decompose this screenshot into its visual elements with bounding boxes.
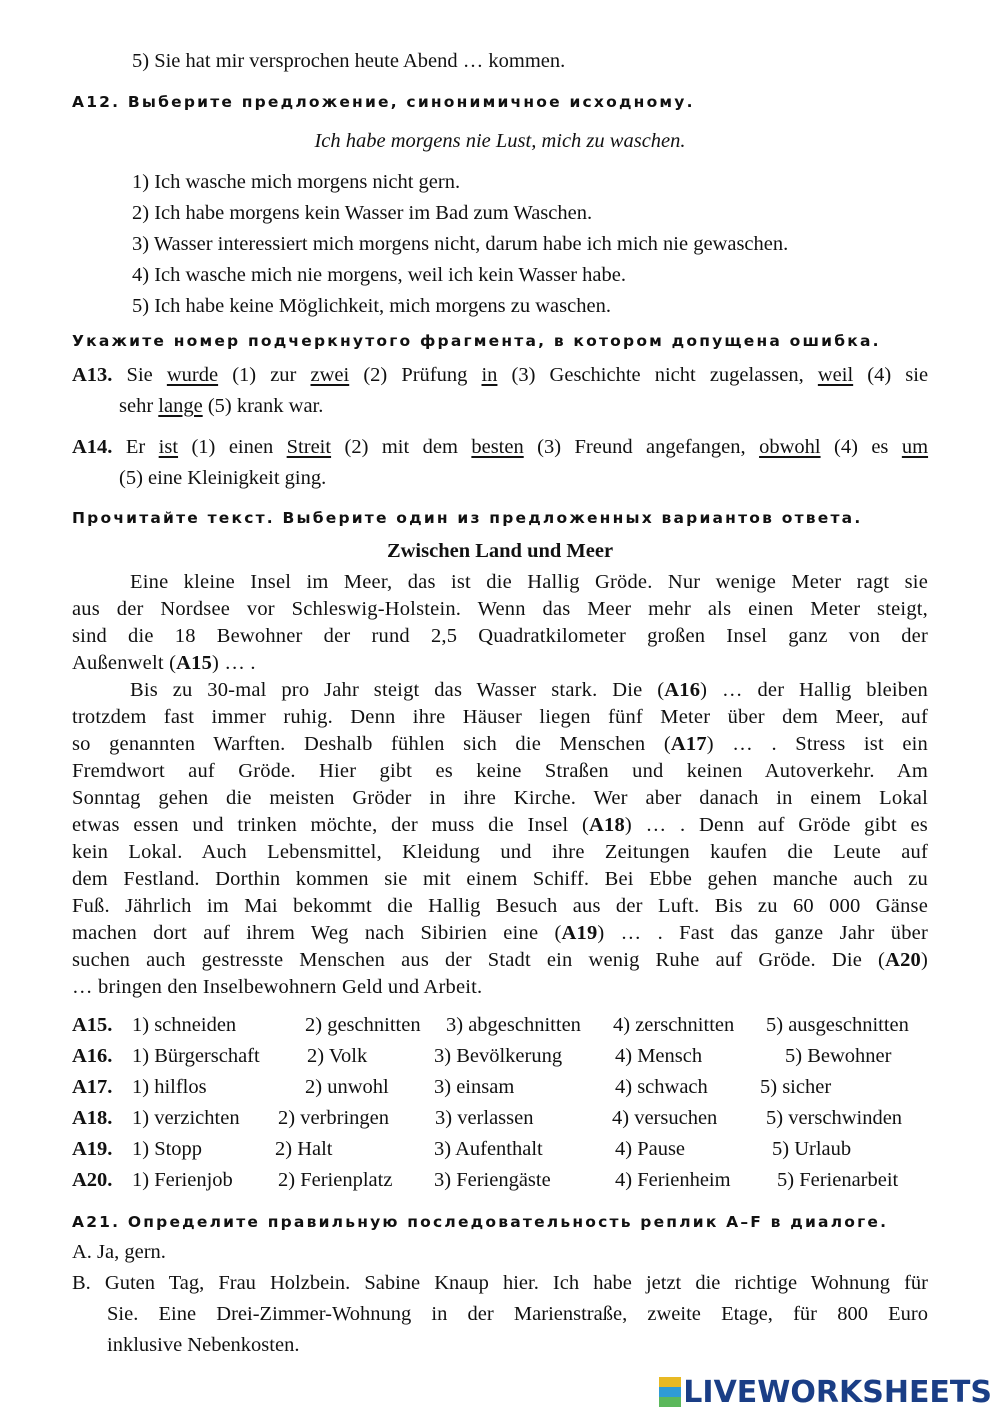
a12-option-2: 2) Ich habe morgens kein Wasser im Bad zum Waschen. (132, 202, 593, 224)
read-instruction: Прочитайте текст. Выберите один из предложенных вариантов ответа. (72, 509, 863, 527)
a13-text: sehr (119, 395, 154, 417)
text-fragment: etwas essen und trinken möchte, der muss die Insel ( (72, 814, 589, 836)
text-fragment: ) … . Fast das ganze Jahr über (597, 922, 928, 944)
text-line (130, 571, 928, 594)
text-line (72, 814, 928, 837)
text-line (130, 679, 928, 702)
text-fragment: ) … . Denn auf Gröde gibt es (624, 814, 928, 836)
a13-underlined-2: zwei (310, 364, 350, 386)
text-fragment: … bringen den Inselbewohnern Geld und Arbeit. (72, 976, 483, 998)
a13-label: A13. (72, 364, 113, 386)
answer-row-label: A16. (72, 1045, 113, 1067)
answer-option: 4) Ferienheim (615, 1169, 731, 1191)
a13-text: Sie (126, 364, 153, 386)
text-line (72, 922, 928, 945)
a12-option-1: 1) Ich wasche mich morgens nicht gern. (132, 171, 461, 193)
answer-option: 3) Bevölkerung (434, 1045, 563, 1067)
text-line (72, 895, 928, 918)
a21-heading (72, 1213, 888, 1231)
answer-option: 1) schneiden (132, 1014, 237, 1036)
answer-option: 2) geschnitten (305, 1014, 421, 1036)
answer-option: 4) Pause (615, 1138, 686, 1160)
text-fragment: kein Lokal. Auch Lebensmittel, Kleidung und ihre Zeitungen kaufen die Leute auf (72, 841, 928, 863)
answer-option: 5) Ferienarbeit (777, 1169, 899, 1191)
text-line (72, 760, 928, 783)
gap-marker: A17 (670, 733, 707, 755)
text-line (72, 949, 928, 972)
answer-option: 1) hilflos (132, 1076, 207, 1098)
gap-marker: A19 (561, 922, 598, 944)
answer-row (72, 1014, 932, 1040)
text-fragment: ) … . (212, 652, 256, 674)
error-instruction: Укажите номер подчеркнутого фрагмента, в котором допущена ошибка. (72, 332, 881, 350)
liveworksheets-logo (659, 1375, 992, 1409)
a12-option-5: 5) Ich habe keine Möglichkeit, mich morgens zu waschen. (132, 295, 611, 317)
a13-line-2 (119, 395, 323, 418)
answer-option: 4) Mensch (615, 1045, 703, 1067)
text-line (72, 841, 928, 864)
text-fragment: machen dort auf ihrem Weg nach Sibirien eine ( (72, 922, 562, 944)
answer-option: 2) verbringen (278, 1107, 389, 1129)
text-fragment: trotzdem fast immer ruhig. Denn ihre Häuser liegen fünf Meter über dem Meer, auf (72, 706, 928, 728)
liveworksheets-logo-icon (659, 1377, 681, 1407)
a13-underlined-4: weil (817, 364, 854, 386)
answer-row-label: A15. (72, 1014, 113, 1036)
a21-reply-b-line-1: B. Guten Tag, Frau Holzbein. Sabine Knaup hier. Ich habe jetzt die richtige Wohnung für (72, 1272, 928, 1294)
answer-option: 4) zerschnitten (613, 1014, 735, 1036)
answer-row (72, 1107, 932, 1133)
a12-source-sentence: Ich habe morgens nie Lust, mich zu waschen. (314, 130, 686, 152)
text-line (72, 976, 482, 999)
a14-text: Er (125, 436, 146, 458)
answer-option: 2) unwohl (305, 1076, 389, 1098)
answer-option: 3) einsam (434, 1076, 515, 1098)
a11-option-5: 5) Sie hat mir versprochen heute Abend … kommen. (132, 50, 566, 72)
text-fragment: ) … . Stress ist ein (706, 733, 929, 755)
a12-instruction: Выберите предложение, синонимичное исходному. (127, 93, 695, 111)
gap-marker: A20 (885, 949, 921, 971)
answer-row (72, 1138, 932, 1164)
a13-text: (5) krank war. (207, 395, 324, 417)
a21-label: A21. (72, 1213, 121, 1231)
answer-option: 3) Aufenthalt (434, 1138, 543, 1160)
text-fragment: ) (920, 949, 928, 971)
answer-option: 2) Volk (307, 1045, 368, 1067)
answer-option: 5) sicher (760, 1076, 832, 1098)
text-line (72, 868, 928, 891)
a13-underlined-1: wurde (166, 364, 219, 386)
text-line (72, 733, 928, 756)
text-fragment: Fuß. Jährlich im Mai bekommt die Hallig Besuch aus der Luft. Bis zu 60 000 Gänse (72, 895, 928, 917)
answer-option: 4) schwach (615, 1076, 708, 1098)
answer-option: 3) Feriengäste (434, 1169, 551, 1191)
answer-option: 4) versuchen (612, 1107, 718, 1129)
text-title: Zwischen Land und Meer (386, 540, 614, 562)
text-fragment: Sonntag gehen die meisten Gröder in ihre Kirche. Wer aber danach in einem Lokal (72, 787, 928, 809)
a14-text: (3) Freund angefangen, (537, 436, 746, 458)
answer-option: 5) Urlaub (772, 1138, 852, 1160)
a13-underlined-3: in (481, 364, 498, 386)
answer-row (72, 1045, 932, 1071)
answer-row (72, 1076, 932, 1102)
a12-heading (72, 93, 695, 111)
text-fragment: suchen auch gestresste Menschen aus der Stadt ein wenig Ruhe auf Gröde. Die ( (72, 949, 886, 971)
answer-option: 2) Ferienplatz (278, 1169, 393, 1191)
answer-option: 3) abgeschnitten (446, 1014, 581, 1036)
text-line (72, 598, 928, 621)
a13-text: (4) sie (867, 364, 929, 386)
a21-reply-b-line-2: Sie. Eine Drei-Zimmer-Wohnung in der Marienstraße, zweite Etage, für 800 Euro (107, 1303, 928, 1325)
text-fragment: ) … der Hallig bleiben (700, 679, 928, 701)
a12-label: A12. (72, 93, 121, 111)
a14-label: A14. (72, 436, 113, 458)
liveworksheets-logo-text: LIVEWORKSHEETS (683, 1374, 992, 1410)
a14-text: (1) einen (191, 436, 274, 458)
a14-line-1 (72, 436, 928, 459)
answer-row-label: A17. (72, 1076, 113, 1098)
a13-text: (1) zur (232, 364, 297, 386)
answer-option: 1) verzichten (132, 1107, 240, 1129)
a14-line-2: (5) eine Kleinigkeit ging. (119, 467, 327, 489)
text-line (72, 706, 928, 729)
answer-option: 5) ausgeschnitten (766, 1014, 909, 1036)
text-fragment: Eine kleine Insel im Meer, das ist die Hallig Gröde. Nur wenige Meter ragt sie (130, 571, 928, 593)
answer-row (72, 1169, 932, 1195)
a21-reply-b-line-3: inklusive Nebenkosten. (107, 1334, 300, 1356)
answer-row-label: A19. (72, 1138, 113, 1160)
text-fragment: aus der Nordsee vor Schleswig-Holstein. Wenn das Meer mehr als einen Meter steigt, (72, 598, 928, 620)
a21-instruction: Определите правильную последовательность реплик A–F в диалоге. (127, 1213, 889, 1231)
answer-option: 1) Ferienjob (132, 1169, 233, 1191)
text-fragment: dem Festland. Dorthin kommen sie mit einem Schiff. Bei Ebbe gehen manche auch zu (72, 868, 928, 890)
gap-marker: A18 (589, 814, 625, 836)
text-line (72, 652, 256, 675)
a14-underlined-3: besten (471, 436, 524, 458)
answer-option: 3) verlassen (435, 1107, 534, 1129)
text-line (72, 625, 928, 648)
answer-option: 1) Bürgerschaft (132, 1045, 260, 1067)
answer-option: 1) Stopp (132, 1138, 203, 1160)
text-fragment: Fremdwort auf Gröde. Hier gibt es keine Straßen und keinen Autoverkehr. Am (72, 760, 928, 782)
a12-option-4: 4) Ich wasche mich nie morgens, weil ich kein Wasser habe. (132, 264, 626, 286)
a14-text: (2) mit dem (344, 436, 458, 458)
answer-option: 2) Halt (275, 1138, 333, 1160)
a14-underlined-2: Streit (286, 436, 332, 458)
text-fragment: Bis zu 30-mal pro Jahr steigt das Wasser stark. Die ( (130, 679, 665, 701)
answer-option: 5) Bewohner (785, 1045, 892, 1067)
answer-row-label: A18. (72, 1107, 113, 1129)
answer-option: 5) verschwinden (766, 1107, 903, 1129)
a13-line-1 (72, 364, 928, 387)
gap-marker: A16 (664, 679, 701, 701)
a13-text: (3) Geschichte nicht zugelassen, (511, 364, 804, 386)
a13-text: (2) Prüfung (363, 364, 468, 386)
a14-underlined-5: um (901, 436, 929, 458)
text-fragment: sind die 18 Bewohner der rund 2,5 Quadratkilometer großen Insel ganz von der (72, 625, 928, 647)
gap-marker: A15 (176, 652, 213, 674)
a14-underlined-1: ist (158, 436, 179, 458)
a14-underlined-4: obwohl (759, 436, 821, 458)
text-fragment: so genannten Warften. Deshalb fühlen sich die Menschen ( (72, 733, 671, 755)
a12-option-3: 3) Wasser interessiert mich morgens nicht, darum habe ich mich nie gewaschen. (132, 233, 789, 255)
text-line (72, 787, 928, 810)
a21-reply-a: A. Ja, gern. (72, 1241, 166, 1263)
a13-underlined-5: lange (158, 395, 203, 417)
a14-text: (4) es (834, 436, 889, 458)
text-fragment: Außenwelt ( (72, 652, 177, 674)
answer-row-label: A20. (72, 1169, 113, 1191)
